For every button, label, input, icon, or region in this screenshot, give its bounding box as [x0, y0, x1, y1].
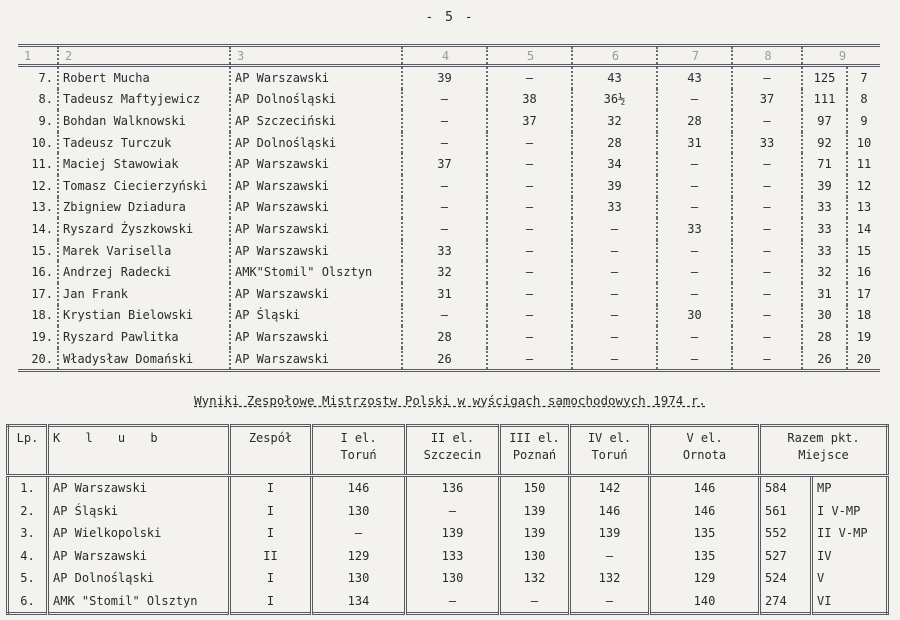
column-header — [500, 426, 570, 476]
table-cell: 5. — [20, 571, 35, 586]
column-header — [48, 426, 230, 476]
table-cell: AP Dolnośląski — [48, 567, 230, 590]
table-cell: I — [230, 522, 312, 545]
table-row — [8, 476, 888, 500]
table-cell: AP Warszawski — [230, 348, 402, 371]
table-cell: – — [657, 197, 732, 219]
table-cell: 37 — [732, 89, 802, 111]
table-cell: – — [487, 348, 572, 371]
header-line-2: Poznań — [512, 448, 557, 462]
table-cell: AP Śląski — [48, 500, 230, 523]
table-cell: Tadeusz Maftyjewicz — [58, 89, 230, 111]
page-number: - 5 - — [425, 10, 475, 25]
column-header — [312, 426, 406, 476]
table-cell: – — [657, 175, 732, 197]
table-cell: 32 — [572, 110, 657, 132]
table-cell: 142 — [570, 476, 650, 500]
table-row — [18, 283, 880, 305]
column-header — [760, 426, 888, 476]
table-cell: – — [572, 261, 657, 283]
column-header — [570, 426, 650, 476]
table-cell: – — [572, 305, 657, 327]
column-header: 1 — [18, 46, 58, 66]
table-cell: 17. — [31, 286, 53, 301]
table-row — [18, 240, 880, 262]
table-cell: – — [406, 590, 500, 614]
header-line-1: III el. — [509, 431, 560, 445]
table-header-row — [18, 46, 880, 66]
table-cell: 139 — [500, 522, 570, 545]
table-cell: 11 — [847, 153, 880, 175]
table-cell: MP — [812, 476, 888, 500]
header-line-2: Toruń — [591, 448, 628, 462]
table-cell: – — [487, 240, 572, 262]
table-cell: 18 — [847, 305, 880, 327]
table-cell: – — [732, 305, 802, 327]
table-cell: 39 — [572, 175, 657, 197]
table-row — [18, 175, 880, 197]
table-cell: 16. — [31, 265, 53, 280]
table-cell: 31 — [802, 283, 847, 305]
table-row — [8, 500, 888, 523]
column-header: 5 — [487, 46, 572, 66]
table-row — [18, 326, 880, 348]
table-cell: 43 — [572, 66, 657, 89]
table-row — [18, 110, 880, 132]
table-cell: – — [500, 590, 570, 614]
table-row — [18, 348, 880, 371]
table-cell: 4. — [20, 548, 35, 563]
table-cell: 39 — [402, 66, 487, 89]
table-row — [18, 218, 880, 240]
table-cell: 9. — [38, 113, 53, 128]
table-cell: 97 — [802, 110, 847, 132]
table-cell: 552 — [760, 522, 812, 545]
table-cell: 146 — [650, 500, 760, 523]
table-cell: 130 — [312, 500, 406, 523]
table-cell: 140 — [650, 590, 760, 614]
table-cell: – — [732, 218, 802, 240]
table-cell: 274 — [760, 590, 812, 614]
table-cell: – — [402, 197, 487, 219]
table-cell: 39 — [802, 175, 847, 197]
table-cell: 150 — [500, 476, 570, 500]
table-cell: Tomasz Ciecierzyński — [58, 175, 230, 197]
table-cell: Andrzej Radecki — [58, 261, 230, 283]
table-cell: 17 — [847, 283, 880, 305]
table-cell: Zbigniew Dziadura — [58, 197, 230, 219]
table-cell: – — [732, 153, 802, 175]
table-cell: – — [406, 500, 500, 523]
header-line-1: Zespół — [248, 431, 293, 445]
table-cell: 561 — [760, 500, 812, 523]
team-results-table — [6, 424, 889, 615]
header-line-1: Lp. — [16, 431, 39, 445]
table-cell: 8 — [847, 89, 880, 111]
table-cell: – — [487, 153, 572, 175]
table-cell: 33 — [802, 240, 847, 262]
table-row — [8, 567, 888, 590]
table-cell: 18. — [31, 308, 53, 323]
table-cell: 33 — [572, 197, 657, 219]
table-row — [18, 66, 880, 89]
table-cell: 33 — [802, 197, 847, 219]
table-row — [8, 590, 888, 614]
table-cell: 134 — [312, 590, 406, 614]
table-cell: AP Szczeciński — [230, 110, 402, 132]
table-cell: AP Warszawski — [230, 326, 402, 348]
column-header — [406, 426, 500, 476]
table-cell: Maciej Stawowiak — [58, 153, 230, 175]
table-cell: – — [732, 348, 802, 371]
table-cell: AP Warszawski — [230, 175, 402, 197]
table-cell: Jan Frank — [58, 283, 230, 305]
table-cell: 36½ — [572, 89, 657, 111]
table-cell: AMK "Stomil" Olsztyn — [48, 590, 230, 614]
table-cell: 37 — [402, 153, 487, 175]
table-cell: 26 — [402, 348, 487, 371]
table-cell: Krystian Bielowski — [58, 305, 230, 327]
table-cell: 130 — [500, 545, 570, 568]
table-cell: 92 — [802, 132, 847, 154]
table-cell: 33 — [657, 218, 732, 240]
table-cell: II V-MP — [812, 522, 888, 545]
column-header: 3 — [230, 46, 402, 66]
table-cell: 28 — [572, 132, 657, 154]
table-cell: 31 — [402, 283, 487, 305]
table-cell: 28 — [657, 110, 732, 132]
table-cell: 136 — [406, 476, 500, 500]
table-cell: – — [657, 89, 732, 111]
table-cell: 139 — [500, 500, 570, 523]
table-cell: 524 — [760, 567, 812, 590]
table-cell: 19. — [31, 329, 53, 344]
table-cell: – — [732, 326, 802, 348]
table-cell: – — [402, 218, 487, 240]
header-line-2: Miejsce — [798, 448, 849, 462]
column-header: 6 — [572, 46, 657, 66]
table-cell: AP Warszawski — [230, 197, 402, 219]
table-cell: Robert Mucha — [58, 66, 230, 89]
table-cell: – — [487, 66, 572, 89]
team-results-title: Wyniki Zespołowe Mistrzostw Polski w wyścigach samochodowych 1974 r. — [194, 393, 706, 408]
table-cell: 133 — [406, 545, 500, 568]
table-cell: 28 — [402, 326, 487, 348]
table-cell: 11. — [31, 157, 53, 172]
table-cell: AP Warszawski — [230, 153, 402, 175]
table-cell: – — [732, 110, 802, 132]
table-cell: 6. — [20, 593, 35, 608]
table-cell: – — [570, 590, 650, 614]
table-cell: – — [402, 89, 487, 111]
table-cell: 7. — [38, 70, 53, 85]
table-cell: 31 — [657, 132, 732, 154]
table-cell: 32 — [402, 261, 487, 283]
header-line-2: Szczecin — [423, 448, 482, 462]
table-cell: 20 — [847, 348, 880, 371]
table-cell: – — [402, 110, 487, 132]
individual-results-table — [18, 44, 880, 372]
table-row — [18, 89, 880, 111]
header-line-1: IV el. — [587, 431, 632, 445]
column-header: 4 — [402, 46, 487, 66]
table-cell: 146 — [570, 500, 650, 523]
table-cell: 9 — [847, 110, 880, 132]
table-cell: – — [572, 283, 657, 305]
table-cell: – — [570, 545, 650, 568]
table-cell: AP Dolnośląski — [230, 132, 402, 154]
table-cell: 14. — [31, 221, 53, 236]
table-cell: I — [230, 476, 312, 500]
table-cell: – — [487, 261, 572, 283]
table-cell: 16 — [847, 261, 880, 283]
table-cell: 125 — [802, 66, 847, 89]
table-cell: 139 — [406, 522, 500, 545]
table-cell: 38 — [487, 89, 572, 111]
column-header: 2 — [58, 46, 230, 66]
table-row — [8, 545, 888, 568]
table-cell: Ryszard Pawlitka — [58, 326, 230, 348]
table-cell: – — [732, 283, 802, 305]
header-line-1: I el. — [340, 431, 377, 445]
table-cell: 132 — [500, 567, 570, 590]
table-cell: 8. — [38, 92, 53, 107]
table-cell: – — [657, 326, 732, 348]
table-cell: – — [487, 305, 572, 327]
table-cell: 26 — [802, 348, 847, 371]
table-cell: – — [312, 522, 406, 545]
table-cell: 527 — [760, 545, 812, 568]
table-cell: 28 — [802, 326, 847, 348]
table-cell: 12. — [31, 178, 53, 193]
table-cell: – — [657, 348, 732, 371]
table-cell: 12 — [847, 175, 880, 197]
column-header: 7 — [657, 46, 732, 66]
table-cell: 13 — [847, 197, 880, 219]
table-row — [18, 261, 880, 283]
table-cell: 135 — [650, 522, 760, 545]
table-row — [18, 153, 880, 175]
table-cell: I — [230, 500, 312, 523]
table-cell: – — [657, 240, 732, 262]
table-cell: 32 — [802, 261, 847, 283]
table-cell: 20. — [31, 351, 53, 366]
table-cell: I V-MP — [812, 500, 888, 523]
table-cell: AP Wielkopolski — [48, 522, 230, 545]
table-cell: AP Warszawski — [230, 218, 402, 240]
table-cell: 19 — [847, 326, 880, 348]
table-cell: 584 — [760, 476, 812, 500]
table-cell: 111 — [802, 89, 847, 111]
table-cell: 132 — [570, 567, 650, 590]
header-line-2: Toruń — [340, 448, 377, 462]
table-cell: 33 — [732, 132, 802, 154]
table-cell: – — [572, 240, 657, 262]
table-cell: 135 — [650, 545, 760, 568]
table-cell: – — [732, 240, 802, 262]
table-cell: 30 — [657, 305, 732, 327]
table-cell: 146 — [312, 476, 406, 500]
table-cell: 33 — [402, 240, 487, 262]
table-cell: 30 — [802, 305, 847, 327]
table-cell: – — [732, 197, 802, 219]
table-cell: AP Dolnośląski — [230, 89, 402, 111]
table-cell: – — [572, 218, 657, 240]
table-cell: AP Śląski — [230, 305, 402, 327]
table-cell: VI — [812, 590, 888, 614]
table-cell: 129 — [312, 545, 406, 568]
table-cell: – — [572, 326, 657, 348]
table-cell: – — [572, 348, 657, 371]
table-cell: – — [487, 326, 572, 348]
table-cell: 14 — [847, 218, 880, 240]
table-cell: AMK"Stomil" Olsztyn — [230, 261, 402, 283]
column-header — [8, 426, 48, 476]
table-cell: 130 — [312, 567, 406, 590]
table-cell: AP Warszawski — [48, 476, 230, 500]
table-cell: AP Warszawski — [230, 66, 402, 89]
table-cell: 13. — [31, 200, 53, 215]
table-cell: 10. — [31, 135, 53, 150]
table-cell: – — [487, 218, 572, 240]
column-header — [230, 426, 312, 476]
table-row — [18, 132, 880, 154]
table-cell: I — [230, 567, 312, 590]
table-cell: 37 — [487, 110, 572, 132]
table-cell: 10 — [847, 132, 880, 154]
table-cell: AP Warszawski — [230, 283, 402, 305]
table-cell: 34 — [572, 153, 657, 175]
table-cell: Bohdan Walknowski — [58, 110, 230, 132]
table-cell: 3. — [20, 526, 35, 541]
table-cell: 146 — [650, 476, 760, 500]
column-header: 8 — [732, 46, 802, 66]
table-cell: – — [487, 132, 572, 154]
table-cell: 43 — [657, 66, 732, 89]
table-row — [18, 197, 880, 219]
table-cell: – — [402, 132, 487, 154]
table-cell: AP Warszawski — [48, 545, 230, 568]
table-cell: AP Warszawski — [230, 240, 402, 262]
table-cell: – — [657, 283, 732, 305]
header-line-1: Razem pkt. — [787, 431, 860, 445]
header-line-1: II el. — [430, 431, 475, 445]
table-cell: – — [402, 175, 487, 197]
table-cell: II — [230, 545, 312, 568]
table-cell: 1. — [20, 481, 35, 496]
column-header: 9 — [802, 46, 880, 66]
table-cell: Władysław Domański — [58, 348, 230, 371]
table-cell: – — [732, 66, 802, 89]
table-row — [8, 522, 888, 545]
table-cell: 33 — [802, 218, 847, 240]
table-cell: – — [487, 175, 572, 197]
header-line-1: V el. — [686, 431, 723, 445]
table-cell: 15 — [847, 240, 880, 262]
table-cell: – — [732, 261, 802, 283]
table-cell: Tadeusz Turczuk — [58, 132, 230, 154]
table-cell: 2. — [20, 503, 35, 518]
table-cell: 7 — [847, 66, 880, 89]
header-line-1: K l u b — [53, 431, 167, 445]
table-row — [18, 305, 880, 327]
table-cell: 15. — [31, 243, 53, 258]
header-line-2: Ornota — [682, 448, 727, 462]
table-cell: 130 — [406, 567, 500, 590]
table-cell: – — [732, 175, 802, 197]
table-cell: V — [812, 567, 888, 590]
table-cell: – — [402, 305, 487, 327]
table-cell: 71 — [802, 153, 847, 175]
table-cell: Ryszard Żyszkowski — [58, 218, 230, 240]
table-cell: 129 — [650, 567, 760, 590]
table-cell: 139 — [570, 522, 650, 545]
table-cell: I — [230, 590, 312, 614]
table-cell: – — [487, 283, 572, 305]
table-cell: – — [487, 197, 572, 219]
table-cell: IV — [812, 545, 888, 568]
table-cell: Marek Varisella — [58, 240, 230, 262]
table-header-row — [8, 426, 888, 476]
table-cell: – — [657, 261, 732, 283]
table-cell: – — [657, 153, 732, 175]
column-header — [650, 426, 760, 476]
